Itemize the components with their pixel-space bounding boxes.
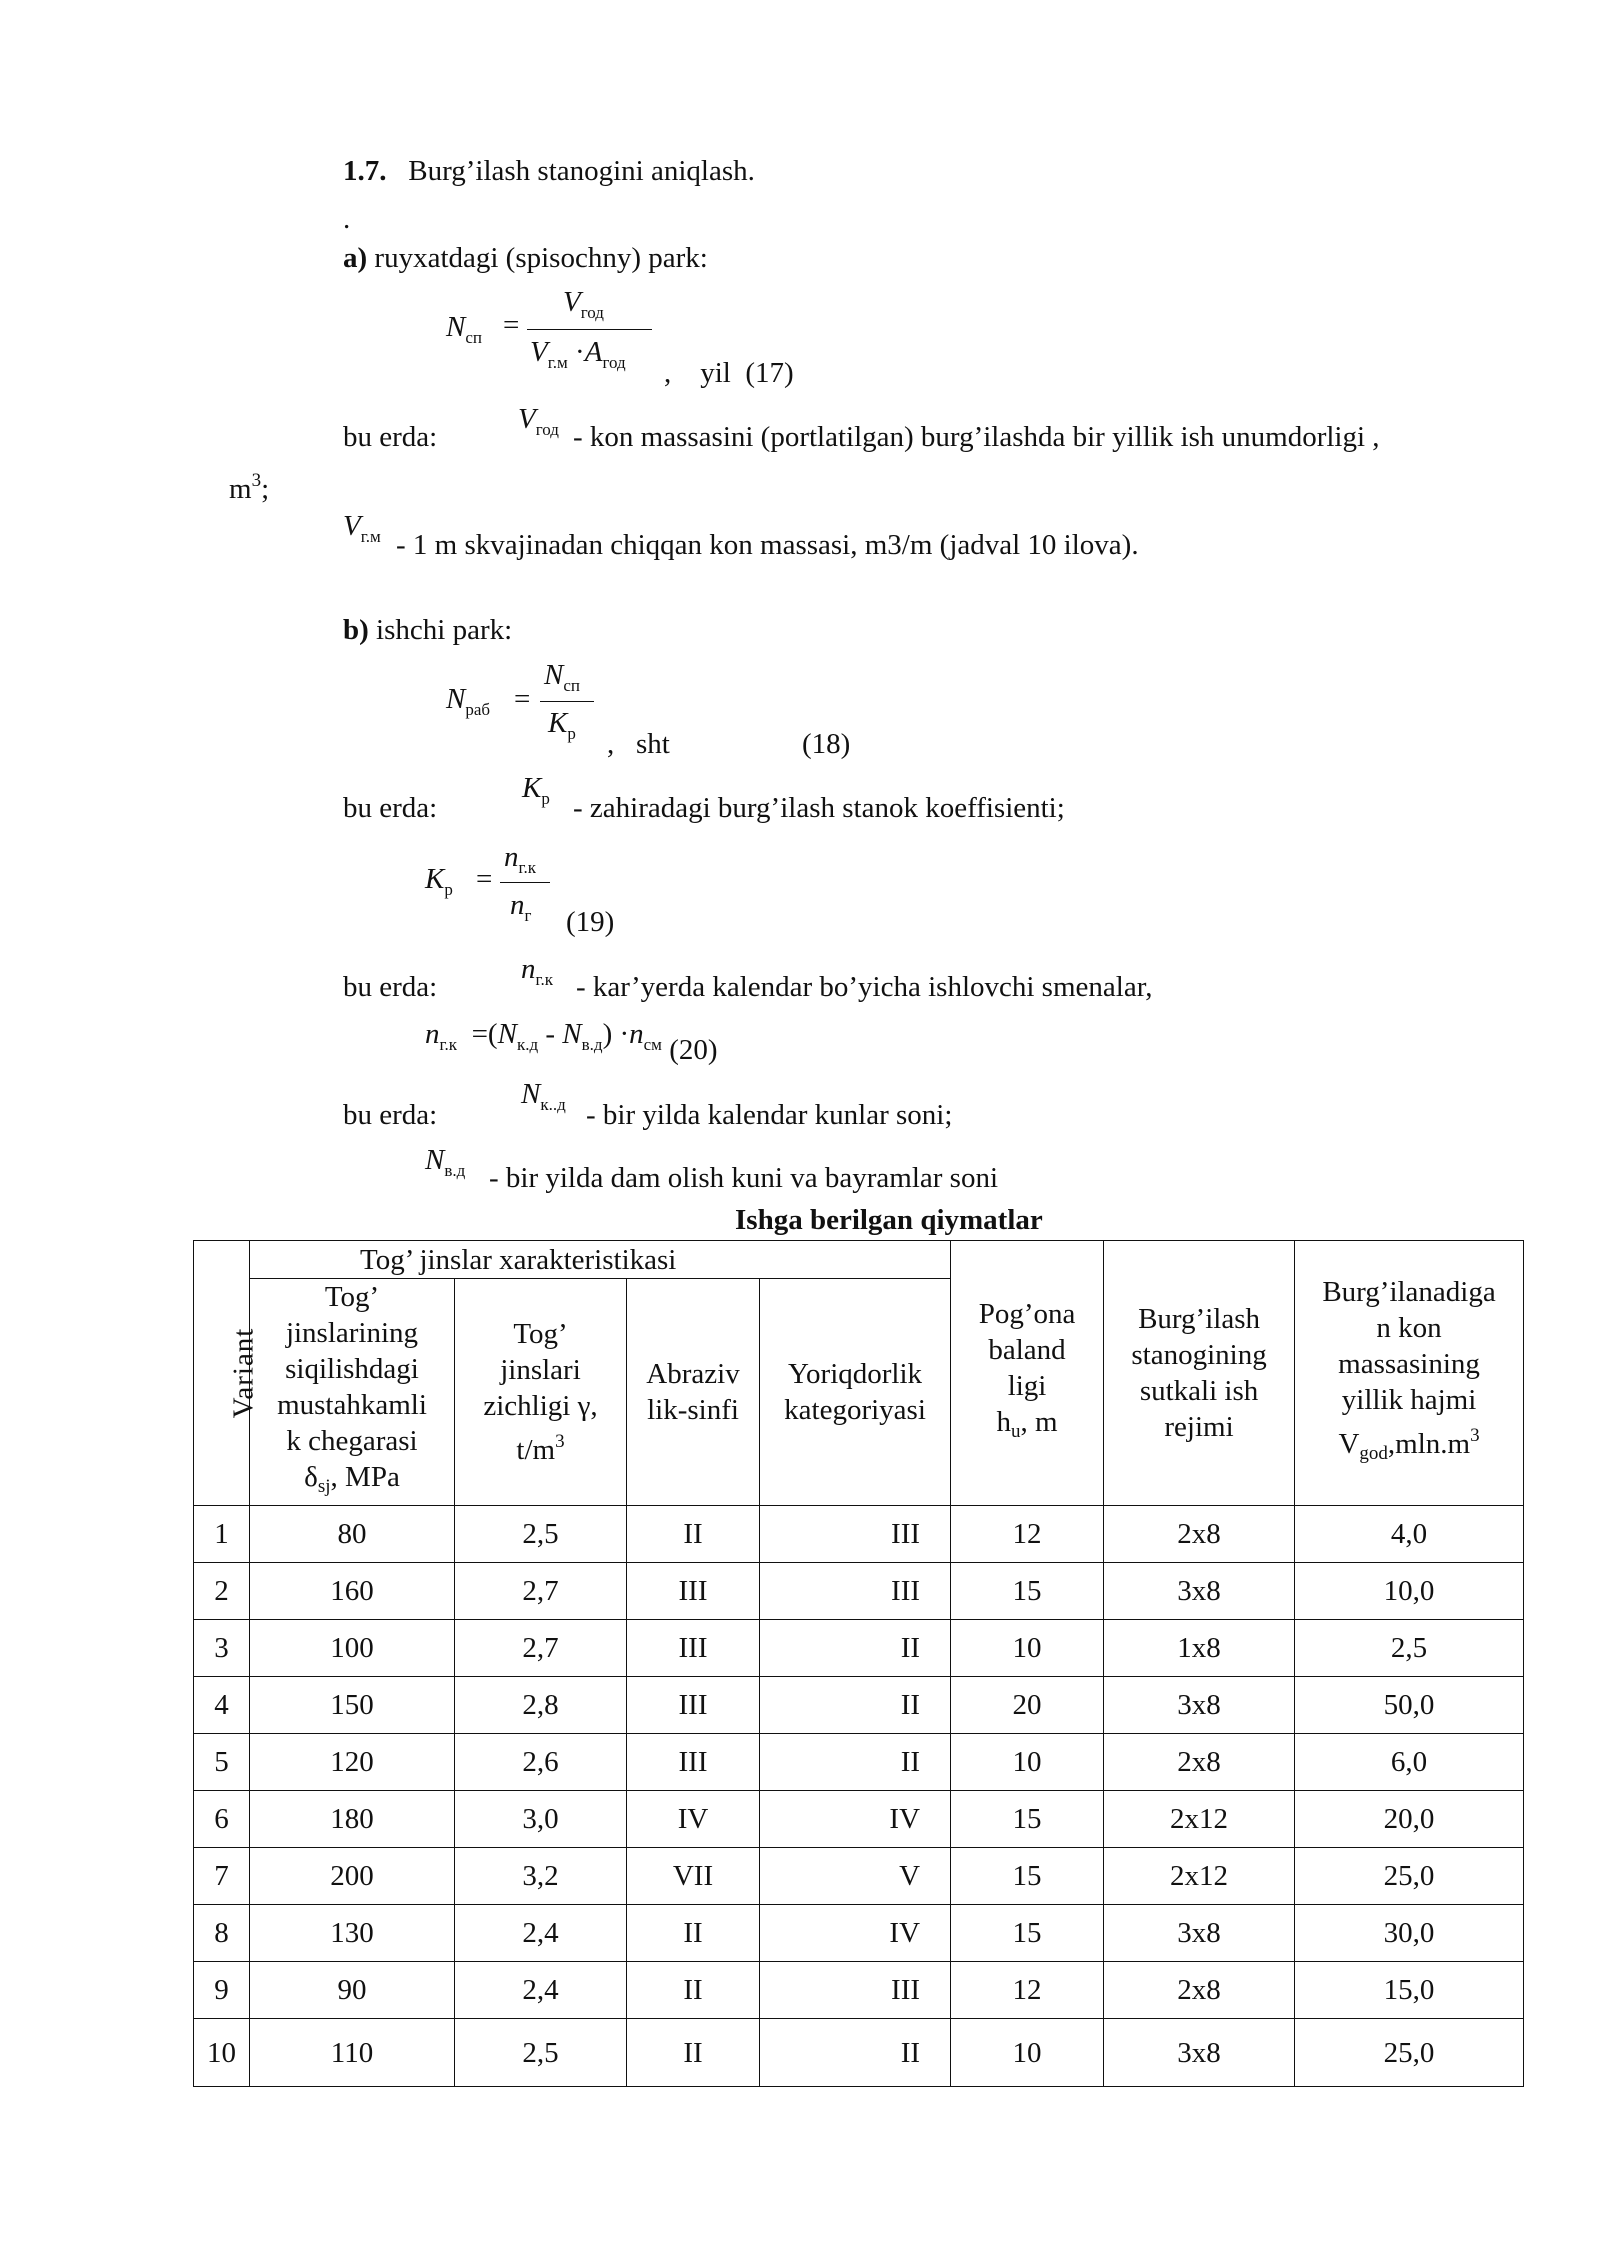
table-cell: 2,5 xyxy=(455,2019,627,2087)
table-cell: 3,2 xyxy=(455,1848,627,1905)
formula17-num: $V_{год}$ xyxy=(563,286,604,322)
table-cell: 10,0 xyxy=(1295,1563,1524,1620)
table-cell: 15 xyxy=(951,1563,1104,1620)
formula17-den: $V_{г.м} \cdot A_{год}$ xyxy=(530,336,626,372)
table-cell: III xyxy=(627,1677,760,1734)
table-cell: 180 xyxy=(250,1791,455,1848)
table-cell: 120 xyxy=(250,1734,455,1791)
table-cell: 7 xyxy=(194,1848,250,1905)
part-b-label: b) xyxy=(343,614,369,646)
table-cell: 4,0 xyxy=(1295,1506,1524,1563)
table-cell: 10 xyxy=(951,2019,1104,2087)
bench-header: Pog’ona baland ligi $h_u$, m xyxy=(951,1241,1104,1506)
formula18-num: $N_{сп}$ xyxy=(544,659,580,695)
density-header: Tog’ jinslari zichligi γ, $t/m^3$ xyxy=(455,1279,627,1506)
table-cell: 2,5 xyxy=(455,1506,627,1563)
table-row xyxy=(194,1563,1524,1620)
fraction-bar xyxy=(527,329,652,330)
table-cell: II xyxy=(760,1734,951,1791)
table-cell: 10 xyxy=(951,1734,1104,1791)
where5-symbol: $N_{к..д}$ xyxy=(521,1078,566,1114)
table-cell: 15 xyxy=(951,1791,1104,1848)
abrasive-header: Abraziv lik-sinfi xyxy=(627,1279,760,1506)
table-cell: IV xyxy=(760,1791,951,1848)
table-cell: 15 xyxy=(951,1848,1104,1905)
where4-text: - kar’yerda kalendar bo’yicha ishlovchi smenalar, xyxy=(576,971,1153,1003)
table-row xyxy=(194,1905,1524,1962)
table-cell: III xyxy=(627,1563,760,1620)
regime-header: Burg’ilash stanogining sutkali ish rejimi xyxy=(1104,1241,1295,1506)
table-cell: 2,7 xyxy=(455,1563,627,1620)
table-cell: 3,0 xyxy=(455,1791,627,1848)
table-cell: 100 xyxy=(250,1620,455,1677)
part-b-text: ishchi park: xyxy=(376,614,513,646)
table-cell: 110 xyxy=(250,2019,455,2087)
table-row xyxy=(194,1791,1524,1848)
where1-symbol: $V_{год}$ xyxy=(518,403,559,439)
table-row xyxy=(194,1506,1524,1563)
table-cell: II xyxy=(760,1677,951,1734)
variant-header: Variant xyxy=(194,1241,250,1506)
table-cell: 3x8 xyxy=(1104,1677,1295,1734)
fraction-bar xyxy=(540,701,594,702)
where2-symbol: $V_{г.м}$ xyxy=(343,510,381,546)
table-cell: 2,6 xyxy=(455,1734,627,1791)
table-cell: 9 xyxy=(194,1962,250,2019)
table-cell: III xyxy=(760,1563,951,1620)
formula20-number: (20) xyxy=(669,1034,718,1066)
table-row xyxy=(194,1962,1524,2019)
table-cell: 90 xyxy=(250,1962,455,2019)
values-table xyxy=(193,1240,1524,2087)
fraction-bar xyxy=(500,882,550,883)
table-cell: 160 xyxy=(250,1563,455,1620)
part-a-label: a) xyxy=(343,242,368,274)
table-cell: 2x8 xyxy=(1104,1734,1295,1791)
where-label: bu erda: xyxy=(343,421,438,453)
part-a xyxy=(343,241,708,275)
table-cell: 3 xyxy=(194,1620,250,1677)
table-cell: 8 xyxy=(194,1905,250,1962)
formula19-eq: = xyxy=(476,863,493,895)
table-cell: 4 xyxy=(194,1677,250,1734)
formula19-number: (19) xyxy=(566,906,615,938)
table-cell: 2x8 xyxy=(1104,1506,1295,1563)
volume-header: Burg’ilanadiga n kon massasining yillik hajmi $V_{god},mln.m^3$ xyxy=(1295,1241,1524,1506)
table-cell: 3x8 xyxy=(1104,1905,1295,1962)
table-cell: 2,4 xyxy=(455,1962,627,2019)
table-cell: III xyxy=(627,1620,760,1677)
where3-symbol: $K_р$ xyxy=(522,772,550,808)
formula17-lhs: $N_{сп}$ xyxy=(446,311,482,347)
where-label: bu erda: xyxy=(343,971,438,1003)
part-a-text: ruyxatdagi (spisochny) park: xyxy=(374,242,708,274)
table-cell: 6 xyxy=(194,1791,250,1848)
table-cell: 2,4 xyxy=(455,1905,627,1962)
table-cell: 30,0 xyxy=(1295,1905,1524,1962)
table-cell: 200 xyxy=(250,1848,455,1905)
table-cell: 12 xyxy=(951,1962,1104,2019)
table-row xyxy=(194,1620,1524,1677)
table-row xyxy=(194,1848,1524,1905)
table-row xyxy=(194,2019,1524,2087)
formula18-number: (18) xyxy=(802,728,851,760)
table-cell: 12 xyxy=(951,1506,1104,1563)
formula17-eq: = xyxy=(503,309,520,341)
table-cell: III xyxy=(627,1734,760,1791)
dot: . xyxy=(343,203,351,235)
formula19-num: $n_{г.к}$ xyxy=(504,841,537,877)
formula19-lhs: $K_р$ xyxy=(425,863,453,899)
table-cell: 50,0 xyxy=(1295,1677,1524,1734)
table-cell: 1 xyxy=(194,1506,250,1563)
where1-unit: $m^3$; xyxy=(229,470,270,505)
table-row xyxy=(194,1677,1524,1734)
where3-text: - zahiradagi burg’ilash stanok koeffisienti; xyxy=(573,792,1065,824)
where6-text: - bir yilda dam olish kuni va bayramlar soni xyxy=(489,1162,999,1194)
table-cell: VII xyxy=(627,1848,760,1905)
table-cell: 2x12 xyxy=(1104,1791,1295,1848)
formula17-number: , yil (17) xyxy=(664,357,794,389)
part-b xyxy=(343,613,512,647)
table-cell: IV xyxy=(627,1791,760,1848)
table-cell: 6,0 xyxy=(1295,1734,1524,1791)
table-cell: 130 xyxy=(250,1905,455,1962)
where1-text: - kon massasini (portlatilgan) burg’ilashda bir yillik ish unumdorligi , xyxy=(573,421,1380,453)
table-cell: III xyxy=(760,1506,951,1563)
section-title: Burg’ilash stanogini aniqlash. xyxy=(408,155,755,187)
table-cell: 1x8 xyxy=(1104,1620,1295,1677)
table-cell: 25,0 xyxy=(1295,1848,1524,1905)
table-cell: II xyxy=(627,1506,760,1563)
where2-text: - 1 m skvajinadan chiqqan kon massasi, m3/m (jadval 10 ilova). xyxy=(396,529,1139,561)
where-label: bu erda: xyxy=(343,1099,438,1131)
table-cell: II xyxy=(760,2019,951,2087)
table-cell: 2 xyxy=(194,1563,250,1620)
formula18-lhs: $N_{раб}$ xyxy=(446,683,491,719)
table-cell: V xyxy=(760,1848,951,1905)
formula18-eq: = xyxy=(514,683,531,715)
table-cell: III xyxy=(760,1962,951,2019)
section-number: 1.7. xyxy=(343,155,387,187)
where4-symbol: $n_{г.к}$ xyxy=(521,953,554,989)
table-cell: 2,7 xyxy=(455,1620,627,1677)
where5-text: - bir yilda kalendar kunlar soni; xyxy=(586,1099,953,1131)
table-cell: 20,0 xyxy=(1295,1791,1524,1848)
table-cell: II xyxy=(627,1905,760,1962)
table-cell: 2,8 xyxy=(455,1677,627,1734)
table-cell: 2x8 xyxy=(1104,1962,1295,2019)
table-cell: 10 xyxy=(951,1620,1104,1677)
where-label: bu erda: xyxy=(343,792,438,824)
table-cell: 15,0 xyxy=(1295,1962,1524,2019)
table-cell: 20 xyxy=(951,1677,1104,1734)
table-cell: 80 xyxy=(250,1506,455,1563)
table-cell: 3x8 xyxy=(1104,2019,1295,2087)
formula19-den: $n_г$ xyxy=(510,889,532,925)
table-cell: IV xyxy=(760,1905,951,1962)
table-cell: 2x12 xyxy=(1104,1848,1295,1905)
where6-symbol: $N_{в.д}$ xyxy=(425,1144,466,1180)
table-cell: 25,0 xyxy=(1295,2019,1524,2087)
table-cell: II xyxy=(627,2019,760,2087)
formula18-den: $K_р$ xyxy=(548,707,576,743)
category-header: Yoriqdorlik kategoriyasi xyxy=(760,1279,951,1506)
table-cell: 2,5 xyxy=(1295,1620,1524,1677)
table-cell: 10 xyxy=(194,2019,250,2087)
table-cell: II xyxy=(760,1620,951,1677)
formula-20: $n_{г.к} =(N_{к.д} - N_{в.д}) \cdot n_{см}$ (20) xyxy=(425,1018,718,1066)
table-cell: 3x8 xyxy=(1104,1563,1295,1620)
strength-header: Tog’ jinslarining siqilishdagi mustahkamli k chegarasi $\delta_{sj}$, MPa xyxy=(250,1279,455,1506)
table-row xyxy=(194,1734,1524,1791)
table-cell: 5 xyxy=(194,1734,250,1791)
group-header: Tog’ jinslar xarakteristikasi xyxy=(250,1241,951,1279)
table-cell: II xyxy=(627,1962,760,2019)
table-cell: 150 xyxy=(250,1677,455,1734)
section-heading xyxy=(343,154,755,188)
formula18-unit: , sht xyxy=(607,728,670,760)
table-cell: 15 xyxy=(951,1905,1104,1962)
table-title: Ishga berilgan qiymatlar xyxy=(735,1204,1043,1236)
